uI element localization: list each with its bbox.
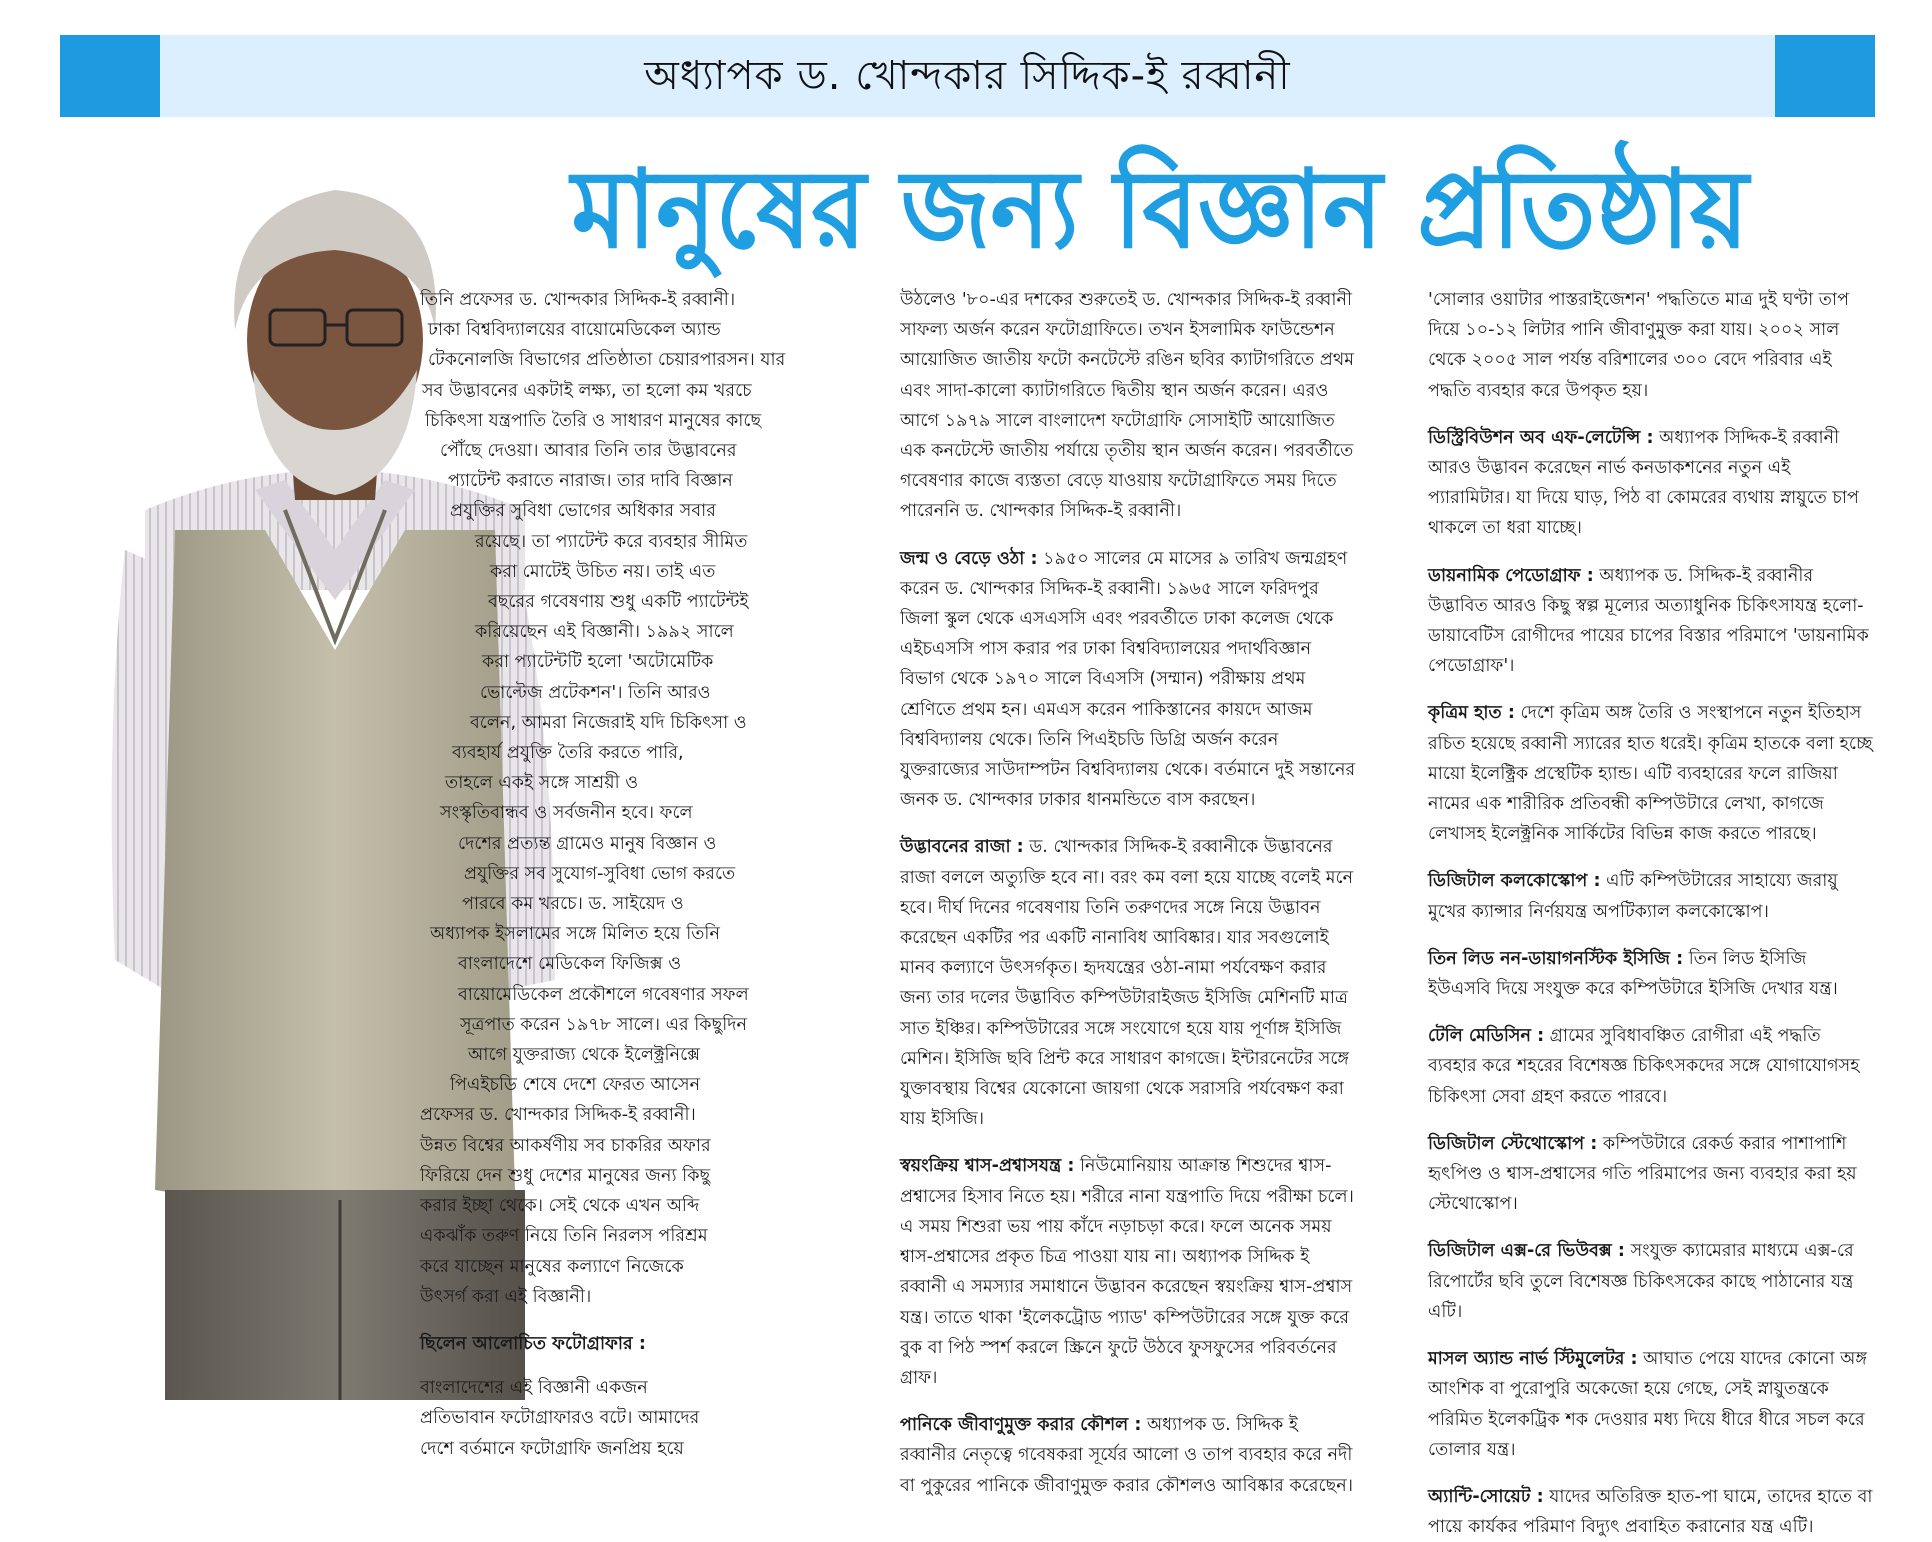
column1-body: [420, 285, 840, 1312]
invention-item: [1428, 1482, 1874, 1542]
invention-item: [1428, 423, 1874, 544]
column1-line: একঝাঁক তরুণ নিয়ে তিনি নিরলস পরিশ্রম: [420, 1226, 708, 1247]
invention-description: অধ্যাপক ড. সিদ্দিক-ই রব্বানীর উদ্ভাবিত আরও কিছু স্বল্প মূল্যের অত্যাধুনিক চিকিৎসাযন্ত্র হলো-ডায়াবেটিস রোগীদের পায়ের চাপের বিস্তার পরিমাপে 'ডায়নামিক পেডোগ্রাফ'।: [1428, 565, 1869, 677]
inventor-text: ড. খোন্দকার সিদ্দিক-ই রব্বানীকে উদ্ভাবনের রাজা বললে অত্যুক্তি হবে না। বরং কম বলা হয়ে যাচ্ছে বলেই মনে হবে। দীর্ঘ দিনের গবেষণায় তিনি তরুণদের সঙ্গে নিয়ে উদ্ভাবন করেছেন একটির পর একটি নানাবিধ আবিষ্কার। যার সবগুলোই মানব কল্যাণে উৎসর্গকৃত। হৃদযন্ত্রের ওঠা-নামা পর্যবেক্ষণ করার জন্য তার দলের উদ্ভাবিত কম্পিউটারাইজড ইসিজি মেশিনটি মাত্র সাত ইঞ্চির। কম্পিউটারের সঙ্গে সংযোগে হয়ে যায় পূর্ণাঙ্গ ইসিজি মেশিন। ইসিজি ছবি প্রিন্ট করে সাধারণ কাগজে। ইন্টারনেটের সঙ্গে যুক্তাবস্থায় বিশ্বের যেকোনো জায়গা থেকে সরাসরি পর্যবেক্ষণ করা যায় ইসিজি।: [900, 837, 1354, 1130]
invention-title: ডিজিটাল এক্স-রে ভিউবক্স :: [1428, 1241, 1625, 1262]
column1-line: সংস্কৃতিবান্ধব ও সর্বজনীন হবে। ফলে: [440, 803, 693, 824]
photographer-section: [420, 1329, 840, 1464]
respirator-subheading: স্বয়ংক্রিয় শ্বাস-প্রশ্বাসযন্ত্র :: [900, 1156, 1075, 1177]
invention-title: কৃত্রিম হাত :: [1428, 703, 1515, 724]
column1-line: সব উদ্ভাবনের একটাই লক্ষ্য, তা হলো কম খরচে: [422, 380, 752, 401]
inventor-subheading: উদ্ভাবনের রাজা :: [900, 837, 1024, 858]
column1-line: করিয়েছেন এই বিজ্ঞানী। ১৯৯২ সালে: [475, 622, 734, 643]
column1-line: পিএইচডি শেষে দেশে ফেরত আসেন: [450, 1075, 701, 1096]
invention-item: [1428, 1021, 1874, 1112]
header-accent-block-right: [1775, 35, 1875, 117]
article-column-3: [1428, 285, 1874, 1542]
article-column-2: [900, 285, 1358, 1501]
column1-line: বলেন, আমরা নিজেরাই যদি চিকিৎসা ও: [470, 712, 747, 733]
invention-title: টেলি মেডিসিন :: [1428, 1026, 1545, 1047]
column1-line: অধ্যাপক ইসলামের সঙ্গে মিলিত হয়ে তিনি: [430, 924, 720, 945]
column1-line: বাংলাদেশে মেডিকেল ফিজিক্স ও: [458, 954, 682, 975]
water-text: অধ্যাপক ড. সিদ্দিক ই রব্বানীর নেতৃত্বে গবেষকরা সূর্যের আলো ও তাপ ব্যবহার করে নদী বা পুকুরের পানিকে জীবাণুমুক্ত করার কৌশলও আবিষ্কার করেছেন।: [900, 1415, 1354, 1496]
column1-line: প্রযুক্তির সুবিধা ভোগের অধিকার সবার: [450, 501, 716, 522]
photographer-line: বাংলাদেশের এই বিজ্ঞানী একজন: [420, 1378, 648, 1399]
invention-description: তিন লিড ইসিজি ইউএসবি দিয়ে সংযুক্ত করে কম্পিউটারে ইসিজি দেখার যন্ত্র।: [1428, 948, 1838, 1000]
photographer-line: প্রতিভাবান ফটোগ্রাফারও বটে। আমাদের: [420, 1408, 700, 1429]
column1-line: করা প্যাটেন্টটি হলো 'অটোমেটিক: [482, 652, 714, 673]
column1-line: তিনি প্রফেসর ড. খোন্দকার সিদ্দিক-ই রব্বানী।: [420, 290, 736, 310]
column1-line: ফিরিয়ে দেন শুধু দেশের মানুষের জন্য কিছু: [420, 1165, 711, 1186]
column1-line: পৌঁছে দেওয়া। আবার তিনি তার উদ্ভাবনের: [440, 441, 737, 462]
headline: মানুষের জন্য বিজ্ঞান প্রতিষ্ঠায়: [571, 146, 1749, 273]
column1-line: করার ইচ্ছা থেকে। সেই থেকে এখন অব্দি: [420, 1196, 700, 1217]
respirator-text: নিউমোনিয়ায় আক্রান্ত শিশুদের শ্বাস-প্রশ্বাসের হিসাব নিতে হয়। শরীরে নানা যন্ত্রপাতি দিয়ে পরীক্ষা চলে। এ সময় শিশুরা ভয় পায় কাঁদে নড়াচড়া করে। ফলে অনেক সময় শ্বাস-প্রশ্বাসের প্রকৃত চিত্র পাওয়া যায় না। অধ্যাপক সিদ্দিক ই রব্বানী এ সমস্যার সমাধানে উদ্ভাবন করেছেন স্বয়ংক্রিয় শ্বাস-প্রশ্বাস যন্ত্র। তাতে থাকা 'ইলেকট্রোড প্যাড' কম্পিউটারের সঙ্গে যুক্ত করে বুক বা পিঠ স্পর্শ করলে স্ক্রিনে ফুটে উঠবে ফুসফুসের পরিবর্তনের গ্রাফ।: [900, 1156, 1354, 1388]
invention-item: [1428, 944, 1874, 1004]
author-name: অধ্যাপক ড. খোন্দকার সিদ্দিক-ই রব্বানী: [644, 53, 1291, 99]
invention-title: তিন লিড নন-ডায়াগনস্টিক ইসিজি :: [1428, 948, 1684, 969]
invention-title: অ্যান্টি-সোয়েট :: [1428, 1486, 1544, 1507]
photographer-subheading: ছিলেন আলোচিত ফটোগ্রাফার :: [420, 1333, 646, 1354]
invention-title: ডায়নামিক পেডোগ্রাফ :: [1428, 565, 1594, 586]
invention-item: [1428, 866, 1874, 926]
invention-description: সংযুক্ত ক্যামেরার মাধ্যমে এক্স-রে রিপোর্টের ছবি তুলে বিশেষজ্ঞ চিকিৎসকের কাছে পাঠানোর যন্ত্র এটি।: [1428, 1241, 1854, 1322]
invention-description: কম্পিউটারে রেকর্ড করার পাশাপাশি হৃৎপিণ্ড ও শ্বাস-প্রশ্বাসের গতি পরিমাপের জন্য ব্যবহার করা হয় স্টেথোস্কোপ।: [1428, 1133, 1857, 1215]
column1-line: প্রযুক্তির সব সুযোগ-সুবিধা ভোগ করতে: [464, 863, 736, 884]
photographer-line: দেশে বর্তমানে ফটোগ্রাফি জনপ্রিয় হয়ে: [420, 1438, 684, 1459]
column1-line: দেশের প্রত্যন্ত গ্রামেও মানুষ বিজ্ঞান ও: [458, 833, 717, 854]
invention-item: [1428, 561, 1874, 682]
birth-text: ১৯৫০ সালের মে মাসের ৯ তারিখ জন্মগ্রহণ করেন ড. খোন্দকার সিদ্দিক-ই রব্বানী। ১৯৬৫ সালে ফরিদপুর জিলা স্কুল থেকে এসএসসি এবং পরবর্তীতে ঢাকা কলেজ থেকে এইচএসসি পাস করার পর ঢাকা বিশ্ববিদ্যালয়ের পদার্থবিজ্ঞান বিভাগ থেকে ১৯৭০ সালে বিএসসি (সম্মান) পরীক্ষায় প্রথম শ্রেণিতে প্রথম হন। এমএস করেন পাকিস্তানের কায়দে আজম বিশ্ববিদ্যালয় থেকে। তিনি পিএইচডি ডিগ্রি অর্জন করেন যুক্তরাজ্যের সাউদাম্পটন বিশ্ববিদ্যালয় থেকে। বর্তমানে দুই সন্তানের জনক ড. খোন্দকার ঢাকার ধানমন্ডিতে বাস করছেন।: [900, 548, 1356, 811]
invention-description: দেশে কৃত্রিম অঙ্গ তৈরি ও সংস্থাপনে নতুন ইতিহাস রচিত হয়েছে রব্বানী স্যারের হাত ধরেই। কৃত্রিম হাতকে বলা হচ্ছে মায়ো ইলেক্ট্রিক প্রস্থেটিক হ্যান্ড। এটি ব্যবহারের ফলে রাজিয়া নামের এক শারীরিক প্রতিবন্ধী কম্পিউটারে লেখা, কাগজে লেখাসহ ইলেক্ট্রনিক সার্কিটের বিভিন্ন কাজ করতে পারছে।: [1428, 703, 1873, 845]
column3-intro: 'সোলার ওয়াটার পাস্তরাইজেশন' পদ্ধতিতে মাত্র দুই ঘণ্টা তাপ দিয়ে ১০-১২ লিটার পানি জীবাণুমুক্ত করা যায়। ২০০২ সাল থেকে ২০০৫ সাল পর্যন্ত বরিশালের ৩০০ বেদে পরিবার এই পদ্ধতি ব্যবহার করে উপকৃত হয়।: [1428, 290, 1850, 401]
invention-description: গ্রামের সুবিধাবঞ্চিত রোগীরা এই পদ্ধতি ব্যবহার করে শহরের বিশেষজ্ঞ চিকিৎসকদের সঙ্গে যোগাযোগসহ চিকিৎসা সেবা গ্রহণ করতে পারবে।: [1428, 1026, 1860, 1107]
inventions-list: [1428, 423, 1874, 1542]
column1-line: বায়োমেডিকেল প্রকৌশলে গবেষণার সফল: [458, 984, 749, 1005]
invention-description: অধ্যাপক সিদ্দিক-ই রব্বানী আরও উদ্ভাবন করেছেন নার্ভ কনডাকশনের নতুন এই প্যারামিটার। যা দিয়ে ঘাড়, পিঠ বা কোমরের ব্যথায় স্নায়ুতে চাপ থাকলে তা ধরা যাচ্ছে।: [1428, 427, 1859, 539]
column1-line: চিকিৎসা যন্ত্রপাতি তৈরি ও সাধারণ মানুষের কাছে: [425, 410, 762, 431]
column1-line: সূত্রপাত করেন ১৯৭৮ সালে। এর কিছুদিন: [460, 1014, 748, 1035]
water-section: [900, 1410, 1358, 1501]
header-band: [60, 35, 1875, 117]
column1-line: করা মোটেই উচিত নয়। তাই এত: [490, 561, 716, 582]
invention-title: মাসল অ্যান্ড নার্ভ স্টিমুলেটর :: [1428, 1349, 1638, 1370]
column1-line: টেকনোলজি বিভাগের প্রতিষ্ঠাতা চেয়ারপারসন। যার: [428, 350, 786, 371]
invention-title: ডিস্ট্রিবিউশন অব এফ-লেটেন্সি :: [1428, 427, 1654, 448]
invention-title: ডিজিটাল কলকোস্কোপ :: [1428, 871, 1601, 892]
inventor-section: [900, 832, 1358, 1134]
column1-line: আগে যুক্তরাজ্য থেকে ইলেক্ট্রনিক্সে: [468, 1045, 701, 1066]
column2-intro: উঠলেও '৮০-এর দশকের শুরুতেই ড. খোন্দকার সিদ্দিক-ই রব্বানী সাফল্য অর্জন করেন ফটোগ্রাফিতে। তখন ইসলামিক ফাউন্ডেশন আয়োজিত জাতীয় ফটো কনটেস্টে রঙিন ছবির ক্যাটাগরিতে প্রথম এবং সাদা-কালো ক্যাটাগরিতে দ্বিতীয় স্থান অর্জন করেন। এরও আগে ১৯৭৯ সালে বাংলাদেশ ফটোগ্রাফি সোসাইটি আয়োজিত এক কনটেস্টে জাতীয় পর্যায়ে তৃতীয় স্থান অর্জন করেন। পরবর্তীতে গবেষণার কাজে ব্যস্ততা বেড়ে যাওয়ায় ফটোগ্রাফিতে সময় দিতে পারেননি ড. খোন্দকার সিদ্দিক-ই রব্বানী।: [900, 290, 1355, 522]
column1-line: তাহলে একই সঙ্গে সাশ্রয়ী ও: [445, 773, 639, 794]
column1-line: ব্যবহার্য প্রযুক্তি তৈরি করতে পারি,: [452, 743, 684, 764]
respirator-section: [900, 1151, 1358, 1393]
invention-item: [1428, 1129, 1874, 1220]
column1-line: বছরের গবেষণায় শুধু একটি প্যাটেন্টই: [488, 592, 749, 613]
article-column-1: [420, 285, 840, 1464]
column1-line: রয়েছে। তা প্যাটেন্ট করে ব্যবহার সীমিত: [475, 531, 748, 552]
column1-line: উন্নত বিশ্বের আকর্ষণীয় সব চাকরির অফার: [420, 1135, 711, 1156]
column1-line: উৎসর্গ করা এই বিজ্ঞানী।: [420, 1286, 592, 1307]
header-accent-block-left: [60, 35, 160, 117]
invention-description: আঘাত পেয়ে যাদের কোনো অঙ্গ আংশিক বা পুরোপুরি অকেজো হয়ে গেছে, সেই স্নায়ুতন্ত্রকে পরিমিত ইলেকট্রিক শক দেওয়ার মধ্য দিয়ে ধীরে ধীরে সচল করে তোলার যন্ত্র।: [1428, 1349, 1868, 1460]
column1-line: প্রফেসর ড. খোন্দকার সিদ্দিক-ই রব্বানী।: [420, 1105, 696, 1126]
birth-subheading: জন্ম ও বেড়ে ওঠা :: [900, 548, 1038, 569]
photographer-body: [420, 1373, 840, 1464]
column1-line: ভোল্টেজ প্রটেকশন'। তিনি আরও: [480, 682, 711, 703]
column1-line: ঢাকা বিশ্ববিদ্যালয়ের বায়োমেডিকেল অ্যান্ড: [428, 320, 721, 341]
water-subheading: পানিকে জীবাণুমুক্ত করার কৌশল :: [900, 1415, 1142, 1436]
invention-item: [1428, 1344, 1874, 1465]
invention-description: যাদের অতিরিক্ত হাত-পা ঘামে, তাদের হাতে বা পায়ে কার্যকর পরিমাণ বিদ্যুৎ প্রবাহিত করানোর যন্ত্র এটি।: [1428, 1486, 1873, 1538]
column1-line: পারবে কম খরচে। ড. সাইয়েদ ও: [462, 894, 684, 915]
invention-item: [1428, 698, 1874, 849]
invention-item: [1428, 1236, 1874, 1327]
column1-line: প্যাটেন্ট করাতে নারাজ। তার দাবি বিজ্ঞান: [448, 471, 733, 492]
column1-line: করে যাচ্ছেন মানুষের কল্যাণে নিজেকে: [420, 1256, 684, 1277]
birth-section: [900, 544, 1358, 816]
invention-description: এটি কম্পিউটারের সাহায্যে জরায়ু মুখের ক্যান্সার নির্ণয়যন্ত্র অপটিক্যাল কলকোস্কোপ।: [1428, 871, 1838, 922]
invention-title: ডিজিটাল স্টেথোস্কোপ :: [1428, 1133, 1598, 1154]
